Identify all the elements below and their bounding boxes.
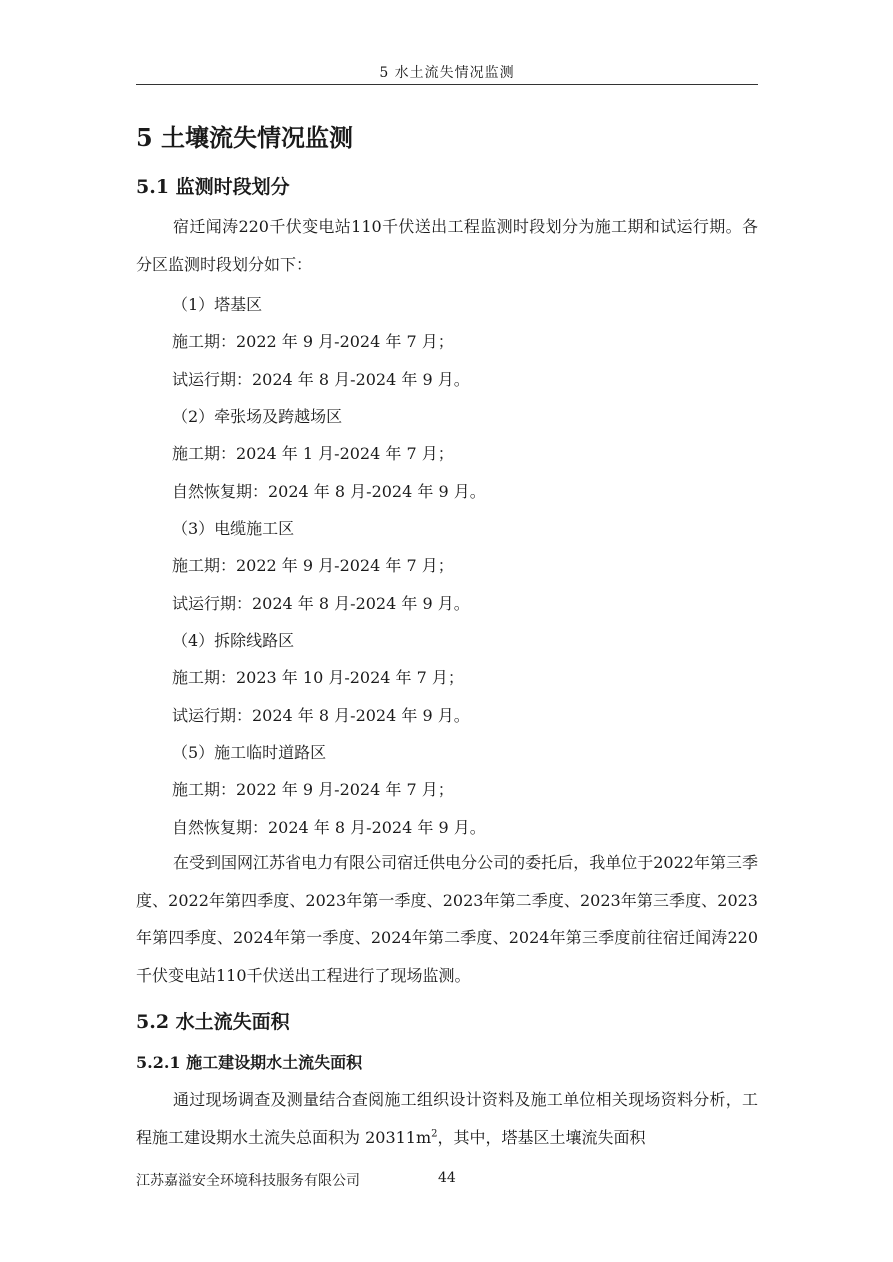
area-text-before: 通过现场调查及测量结合查阅施工组织设计资料及施工单位相关现场资料分析，工程施工建设期水土流失总面积为 20311m (136, 1090, 758, 1147)
zone-period: 施工期：2023 年 10 月-2024 年 7 月； (172, 668, 464, 687)
zone-period: 施工期：2022 年 9 月-2024 年 7 月； (172, 332, 454, 351)
chapter-title: 5 土壤流失情况监测 (136, 123, 354, 152)
zone-period: 施工期：2022 年 9 月-2024 年 7 月； (172, 780, 454, 799)
closing-paragraph: 在受到国网江苏省电力有限公司宿迁供电分公司的委托后，我单位于2022年第三季度、2022年第四季度、2023年第一季度、2023年第二季度、2023年第三季度、2023年第四季度、2024年第一季度、2024年第二季度、2024年第三季度前往宿迁闻涛220千伏变电站110千伏送出工程进行了现场监测。 (136, 853, 758, 985)
area-unit-superscript: 2 (431, 1128, 438, 1140)
zone-period: 自然恢复期：2024 年 8 月-2024 年 9 月。 (172, 818, 486, 837)
zone-period: 试运行期：2024 年 8 月-2024 年 9 月。 (172, 370, 470, 389)
zone-period: 试运行期：2024 年 8 月-2024 年 9 月。 (172, 594, 470, 613)
section-heading-5-1: 5.1 监测时段划分 (136, 176, 290, 198)
subsection-heading-5-2-1: 5.2.1 施工建设期水土流失面积 (136, 1053, 363, 1072)
zone-period: 自然恢复期：2024 年 8 月-2024 年 9 月。 (172, 482, 486, 501)
footer-company: 江苏嘉溢安全环境科技服务有限公司 (136, 1173, 360, 1189)
zone-name: （1）塔基区 (172, 295, 263, 314)
zone-name: （3）电缆施工区 (172, 519, 295, 538)
intro-paragraph: 宿迁闻涛220千伏变电站110千伏送出工程监测时段划分为施工期和试运行期。各分区监测时段划分如下： (136, 217, 758, 274)
zone-period: 施工期：2022 年 9 月-2024 年 7 月； (172, 556, 454, 575)
zone-name: （2）牵张场及跨越场区 (172, 407, 343, 426)
area-paragraph (136, 1081, 758, 1156)
header-rule (136, 84, 758, 85)
zone-period: 施工期：2024 年 1 月-2024 年 7 月； (172, 444, 454, 463)
zone-period: 试运行期：2024 年 8 月-2024 年 9 月。 (172, 706, 470, 725)
running-header: 5 水土流失情况监测 (379, 65, 515, 81)
section-heading-5-2: 5.2 水土流失面积 (136, 1011, 290, 1033)
area-text-after: ，其中，塔基区土壤流失面积 (437, 1127, 646, 1147)
zone-name: （4）拆除线路区 (172, 631, 295, 650)
zone-name: （5）施工临时道路区 (172, 743, 327, 762)
page-number: 44 (438, 1170, 456, 1186)
